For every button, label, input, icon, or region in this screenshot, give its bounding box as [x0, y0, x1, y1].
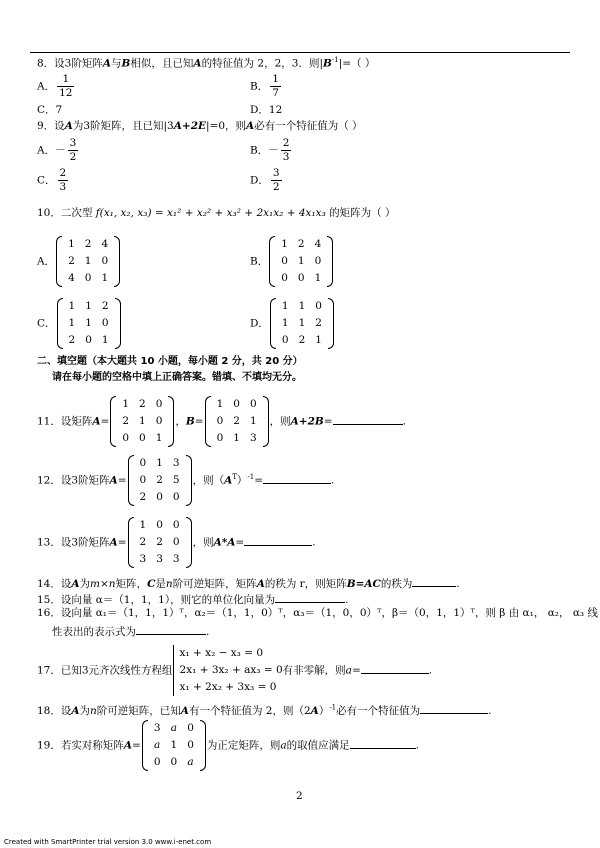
matrix-entry: 1 [101, 272, 109, 284]
matrix-entry: 1 [281, 238, 288, 250]
matrix-row [276, 236, 326, 253]
matrix-entry: 2 [139, 398, 146, 410]
matrix [268, 236, 334, 287]
matrix-row [135, 517, 185, 534]
matrix-row [64, 298, 114, 315]
matrix-entry: 5 [172, 474, 180, 486]
matrix-entry: 1 [315, 334, 322, 346]
matrix-entry: 1 [155, 432, 163, 444]
matrix [127, 455, 193, 506]
matrix-entry: 0 [122, 432, 130, 444]
matrix-entry: 0 [314, 255, 322, 267]
section-2-instructions: 请在每小题的空格中填上正确答案。错填、不填均无分。 [52, 372, 302, 383]
matrix-row [117, 430, 167, 447]
matrix-entry: 4 [68, 272, 75, 284]
matrix-entry: 0 [139, 432, 146, 444]
question-13: 13．设3阶矩阵A= 1 0 0 2 2 0 3 3 3 ，则A*A= . [37, 517, 316, 568]
matrix-entry: 3 [139, 553, 147, 565]
fraction: $\frac{2}{3}$ [59, 167, 67, 193]
matrix-row [149, 754, 199, 771]
matrix [56, 298, 122, 349]
matrix-entry: 0 [156, 519, 163, 531]
question-12: 12．设3阶矩阵A= 0 1 3 0 2 5 2 0 0 ，则$(A^T)^{-1}=$ . [37, 455, 334, 506]
matrix-entry: 0 [139, 457, 147, 469]
matrix-entry: 0 [297, 272, 305, 284]
matrix-entry: 0 [170, 756, 178, 768]
matrix [141, 720, 207, 771]
answer-blank[interactable] [136, 623, 206, 635]
matrix-row [212, 396, 262, 413]
question-10-option-a[interactable]: A． 1 2 4 2 1 0 4 0 1 [37, 236, 121, 287]
question-14: 14．设A为m×n矩阵，C是n阶可逆矩阵，矩阵A的秩为 r，则矩阵B=AC的秩为 . [37, 575, 460, 591]
matrix-entry: 0 [101, 317, 109, 329]
matrix [269, 298, 335, 349]
matrix-row [117, 396, 167, 413]
matrix-row [149, 720, 199, 737]
matrix-entry: 2 [315, 317, 322, 329]
matrix-entry: 1 [281, 300, 289, 312]
question-10-option-b[interactable]: B． 1 2 4 0 1 0 0 0 1 [250, 236, 334, 287]
matrix-entry: 3 [153, 722, 161, 734]
matrix-entry: 2 [297, 238, 305, 250]
matrix-row [277, 315, 327, 332]
matrix-entry: 0 [172, 491, 180, 503]
matrix-entry: 1 [139, 415, 146, 427]
question-8-stem: 8．设3阶矩阵A与B相似，且已知A的特征值为 2，2，3．则$|B^{-1}|=$（ ） [37, 56, 376, 70]
matrix-entry: 2 [298, 334, 306, 346]
quadratic-form: f(x₁, x₂, x₃) = x₁² + x₂² + x₃² + 2x₁x₂ + 4x₁x₃ [95, 207, 326, 219]
section-2-title: 二、填空题（本大题共 10 小题，每小题 2 分，共 20 分） [37, 356, 303, 367]
matrix-row [276, 270, 326, 287]
question-8-option-d[interactable]: D．12 [250, 104, 283, 116]
matrix-entry: 0 [281, 272, 288, 284]
question-8-option-a[interactable]: A． $\frac{1}{12}$ [37, 73, 73, 99]
answer-blank[interactable] [350, 737, 416, 749]
matrix-entry: 3 [156, 553, 163, 565]
matrix-entry: 2 [139, 536, 147, 548]
matrix-entry: a [187, 756, 194, 768]
question-9-option-a[interactable]: A．－ $\frac{3}{2}$ [37, 137, 77, 163]
matrix-entry: 2 [233, 415, 240, 427]
matrix-row [135, 534, 185, 551]
matrix-entry: 4 [101, 238, 109, 250]
question-8-option-c[interactable]: C．7 [37, 104, 63, 116]
matrix-entry: 1 [139, 519, 147, 531]
matrix-entry: 1 [298, 317, 306, 329]
matrix-a [109, 396, 175, 447]
matrix-entry: 0 [156, 491, 163, 503]
question-18: 18．设A为n阶可逆矩阵，已知A有一个特征值为 2，则$(2A)^{-1}$必有一个特征值为 . [37, 703, 492, 717]
matrix-row [277, 298, 327, 315]
matrix-entry: 1 [216, 398, 224, 410]
matrix-entry: 3 [249, 432, 257, 444]
matrix-entry: 0 [172, 536, 180, 548]
question-15: 15．设向量 α＝（1，1，1），则它的单位化向量为 . [37, 591, 348, 607]
fraction: $\frac{1}{12}$ [59, 73, 73, 99]
matrix-entry: 0 [233, 398, 240, 410]
question-16-line-1: 16．设向量 α₁＝（1，1，1）ᵀ，α₂＝（1，1，0）ᵀ，α₃＝（1，0，0）ᵀ，β＝（0，1，1）ᵀ，则 β 由 α₁， α₂， α₃ 线 [37, 607, 598, 619]
matrix-row [63, 270, 113, 287]
question-9-option-b[interactable]: B．－ $\frac{2}{3}$ [250, 137, 290, 163]
fraction: $\frac{2}{3}$ [282, 137, 290, 163]
matrix-row [277, 332, 327, 349]
matrix-row [149, 737, 199, 754]
question-10-option-c[interactable]: C． 1 1 2 1 1 0 2 0 1 [37, 298, 122, 349]
matrix-entry: 2 [122, 415, 130, 427]
answer-blank[interactable] [361, 662, 429, 674]
matrix-row [212, 430, 262, 447]
matrix-entry: 1 [297, 255, 305, 267]
matrix-entry: 4 [314, 238, 322, 250]
matrix-entry: 1 [170, 739, 178, 751]
question-17: 17．已知3元齐次线性方程组 x₁ + x₂ − x₃ = 0 2x₁ + 3x₂ + ax₃ = 0 x₁ + 2x₂ + 3x₃ = 0 有非零解，则a= . [37, 645, 432, 696]
question-11: 11．设矩阵A= 1 2 0 2 1 0 0 0 1 ，B= 1 0 0 0 2 1 0 1 3 ，则A+2B= . [37, 396, 406, 447]
matrix-entry: 0 [172, 519, 180, 531]
question-9-option-c[interactable]: C． $\frac{2}{3}$ [37, 167, 67, 193]
matrix-entry: 1 [85, 317, 92, 329]
question-8-option-b[interactable]: B． $\frac{1}{7}$ [250, 73, 279, 99]
fraction: $\frac{1}{7}$ [272, 73, 279, 99]
matrix-entry: 0 [216, 415, 224, 427]
matrix-entry: 3 [172, 553, 180, 565]
answer-blank[interactable] [412, 575, 456, 587]
matrix [127, 517, 193, 568]
question-10-stem: 10．二次型 f(x₁, x₂, x₃) = x₁² + x₂² + x₃² + 2x₁x₂ + 4x₁x₃ 的矩阵为（ ） [37, 207, 396, 219]
matrix-entry: 1 [281, 317, 289, 329]
matrix-entry: 0 [315, 300, 322, 312]
matrix-entry: a [154, 739, 161, 751]
equation-system: x₁ + x₂ − x₃ = 0 2x₁ + 3x₂ + ax₃ = 0 x₁ + 2x₂ + 3x₃ = 0 [173, 645, 283, 696]
matrix-row [64, 315, 114, 332]
matrix-entry: 2 [139, 491, 147, 503]
matrix-entry: 0 [281, 334, 289, 346]
question-16-line-2: 性表出的表示式为 . [52, 623, 209, 639]
question-9-option-d[interactable]: D． $\frac{3}{2}$ [250, 167, 280, 193]
matrix-entry: 2 [156, 474, 163, 486]
matrix-entry: 1 [156, 457, 163, 469]
matrix-entry: 0 [101, 255, 109, 267]
matrix-entry: 0 [281, 255, 288, 267]
matrix-row [135, 489, 185, 506]
matrix-row [135, 551, 185, 568]
question-19: 19．若实对称矩阵A= 3 a 0 a 1 0 0 0 a 为正定矩阵，则a的取值应满足 . [37, 720, 419, 771]
matrix-entry: 0 [187, 722, 194, 734]
question-10-option-d[interactable]: D． 1 1 0 1 1 2 0 2 1 [250, 298, 335, 349]
matrix-entry: 3 [172, 457, 180, 469]
fraction: $\frac{3}{2}$ [69, 137, 77, 163]
answer-blank[interactable] [263, 472, 331, 484]
matrix-entry: 1 [68, 317, 76, 329]
matrix-entry: 1 [85, 300, 92, 312]
answer-blank[interactable] [333, 413, 403, 425]
matrix-entry: 1 [233, 432, 240, 444]
matrix-row [63, 236, 113, 253]
matrix-entry: 2 [84, 238, 92, 250]
matrix-entry: 1 [68, 300, 76, 312]
top-rule [30, 52, 570, 53]
matrix-entry: 0 [216, 432, 224, 444]
answer-blank[interactable] [275, 591, 345, 603]
answer-blank[interactable] [420, 702, 488, 714]
matrix-entry: 2 [156, 536, 163, 548]
matrix-row [212, 413, 262, 430]
matrix-entry: 1 [298, 300, 306, 312]
fraction: $\frac{3}{2}$ [272, 167, 280, 193]
matrix-entry: a [170, 722, 177, 734]
answer-blank[interactable] [244, 534, 312, 546]
matrix-row [135, 472, 185, 489]
matrix-row [63, 253, 113, 270]
footer-watermark: Created with SmartPrinter trial version 3.0 www.i-enet.com [4, 838, 212, 846]
matrix-entry: 0 [249, 398, 257, 410]
matrix-entry: 2 [68, 334, 76, 346]
matrix-entry: 1 [68, 238, 75, 250]
page-number: 2 [296, 790, 303, 802]
matrix-entry: 0 [153, 756, 161, 768]
matrix-entry: 0 [187, 739, 194, 751]
matrix-entry: 0 [85, 334, 92, 346]
matrix-entry: 0 [84, 272, 92, 284]
matrix-entry: 2 [101, 300, 109, 312]
matrix-entry: 1 [249, 415, 257, 427]
matrix-entry: 1 [84, 255, 92, 267]
matrix-row [117, 413, 167, 430]
matrix-b [204, 396, 270, 447]
matrix [55, 236, 121, 287]
matrix-row [276, 253, 326, 270]
matrix-entry: 1 [122, 398, 130, 410]
question-9-stem: 9．设A为3阶矩阵，且已知|3A+2E|=0，则A必有一个特征值为（ ） [37, 120, 363, 132]
matrix-entry: 1 [101, 334, 109, 346]
matrix-entry: 0 [155, 415, 163, 427]
matrix-row [64, 332, 114, 349]
matrix-entry: 0 [155, 398, 163, 410]
matrix-entry: 2 [68, 255, 75, 267]
matrix-entry: 0 [139, 474, 147, 486]
matrix-row [135, 455, 185, 472]
matrix-entry: 1 [314, 272, 322, 284]
